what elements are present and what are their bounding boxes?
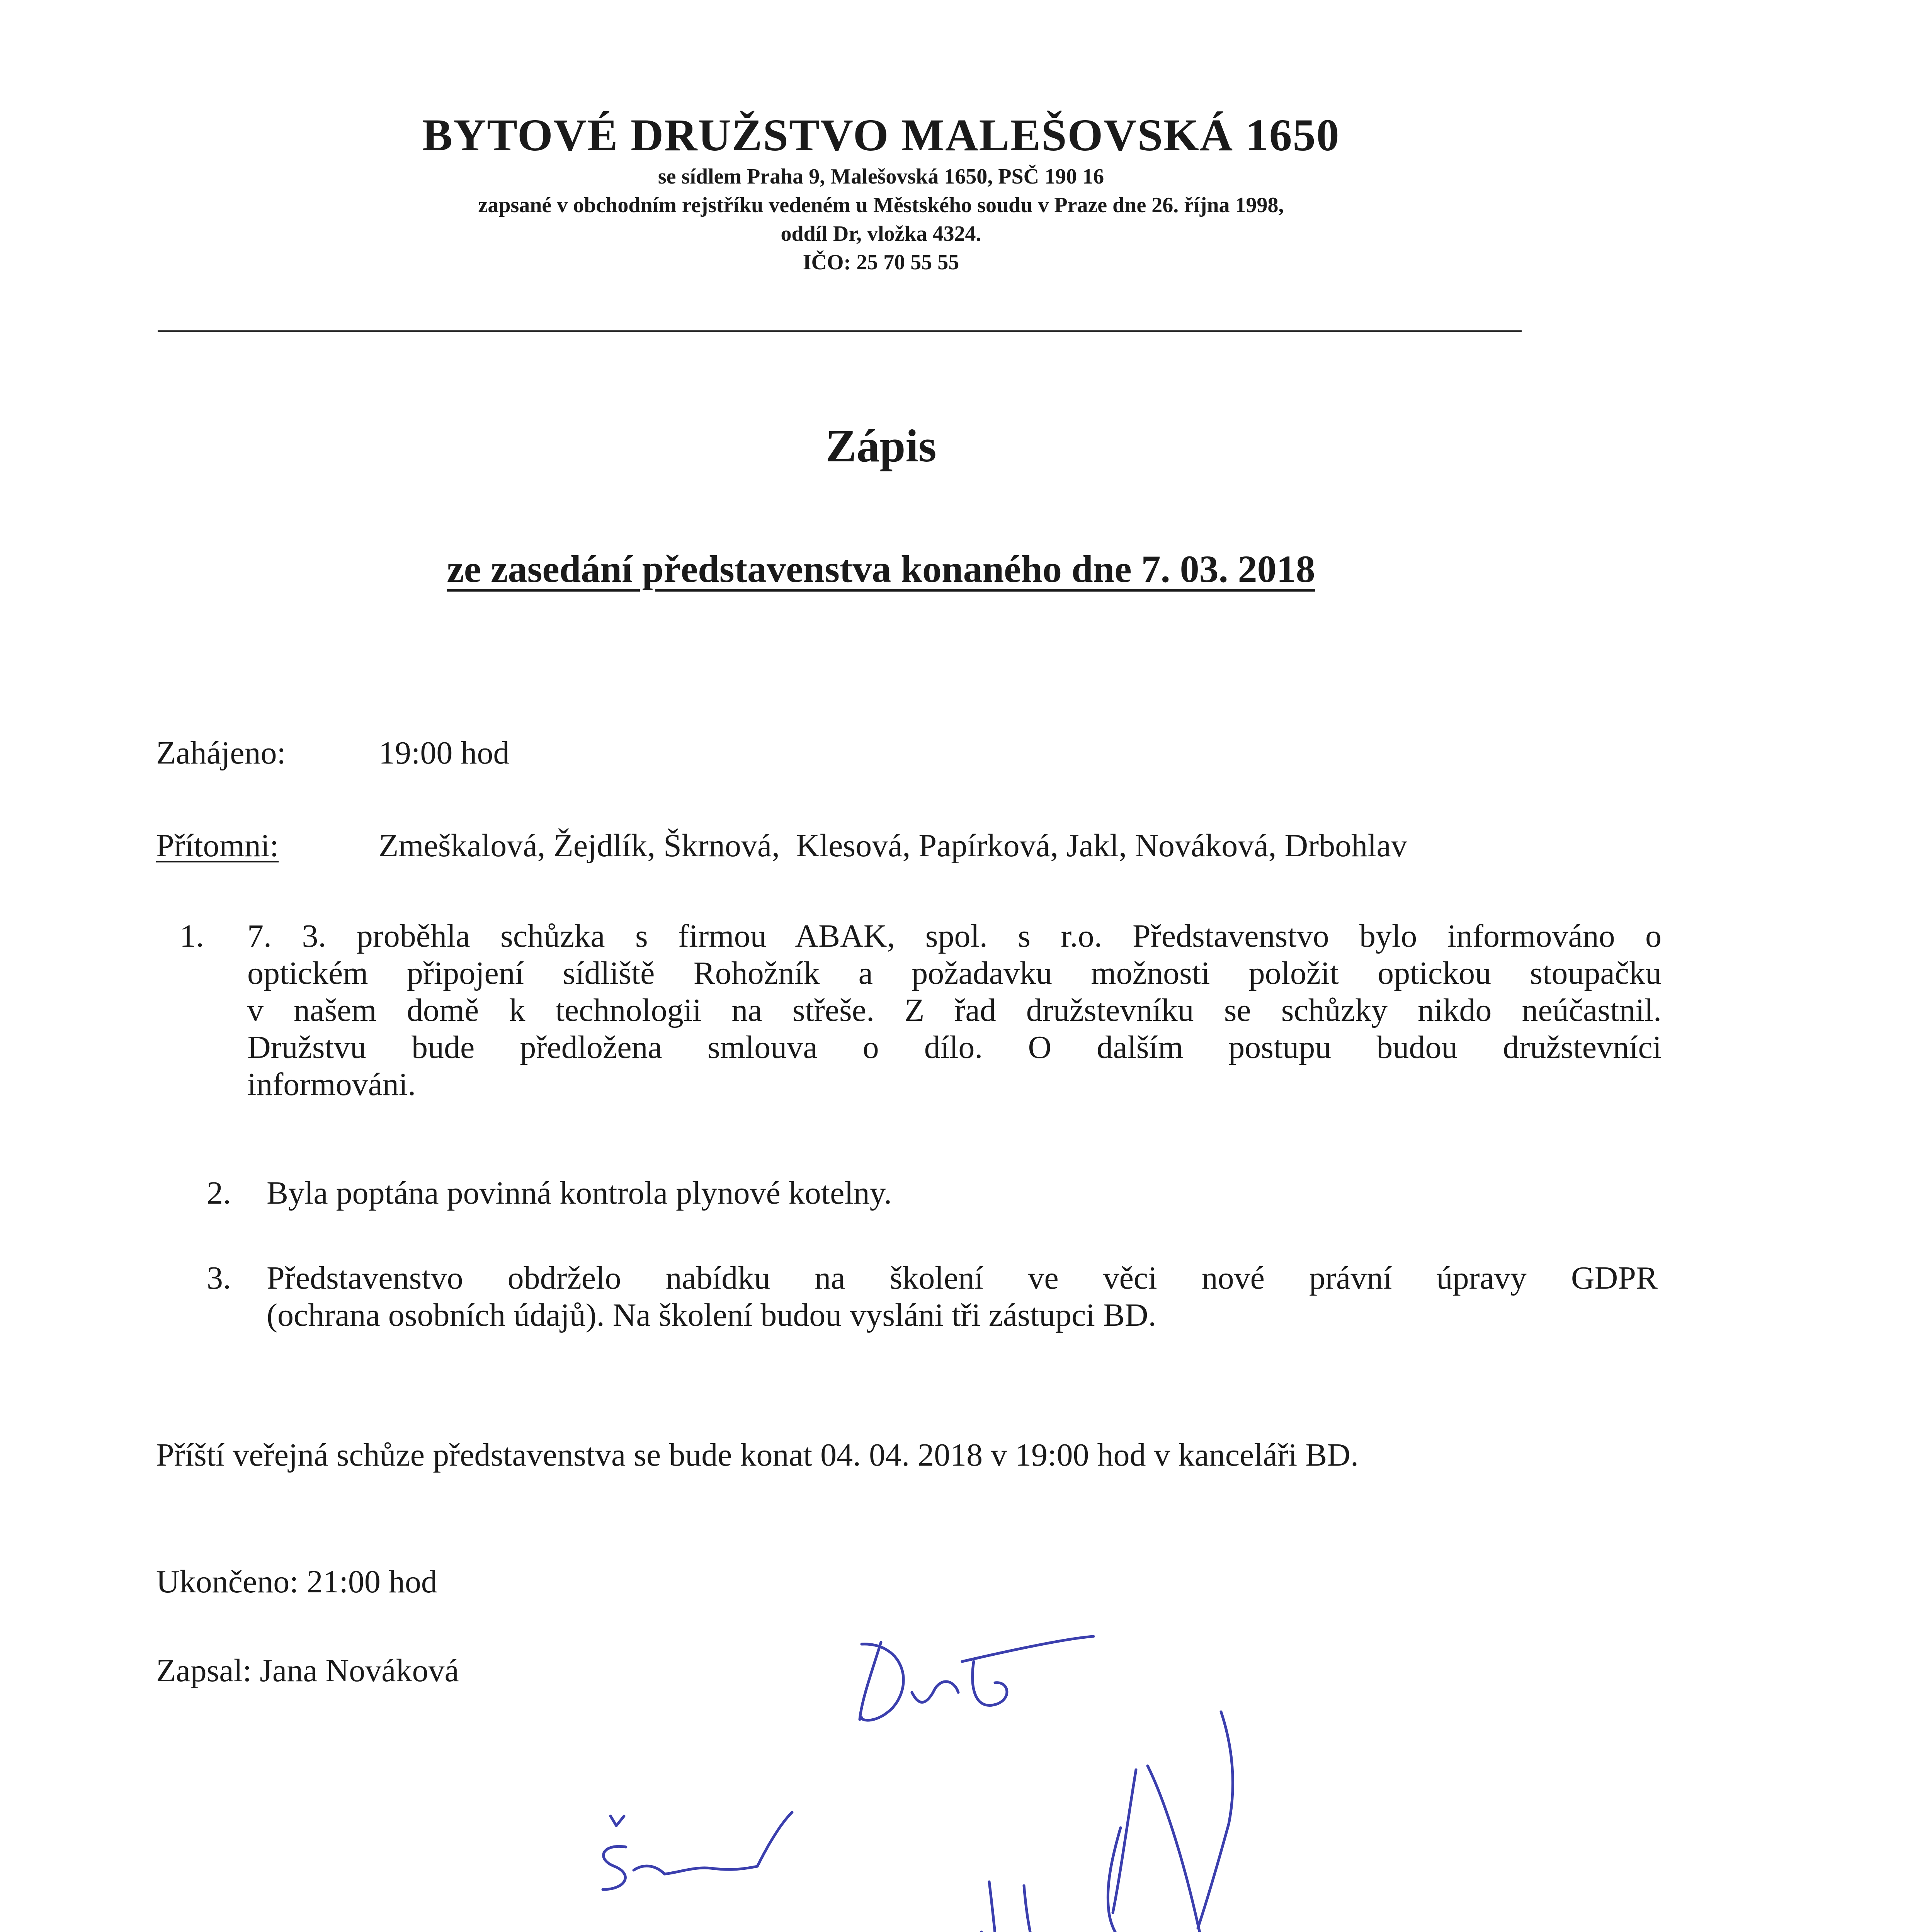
document-title: Zápis [825, 420, 937, 471]
recorded-by: Zapsal: Jana Nováková [156, 1653, 459, 1689]
organization-name: BYTOVÉ DRUŽSTVO MALEŠOVSKÁ 1650 [422, 110, 1340, 160]
list-item [267, 1260, 1658, 1334]
list-item [267, 1175, 1658, 1212]
next-meeting-note: Příští veřejná schůze představenstva se bude konat 04. 04. 2018 v 19:00 hod v kanceláři BD. [156, 1437, 1359, 1473]
item-line: Družstvu bude předložena smlouva o dílo. O dalším postupu budou družstevníci [247, 1029, 1662, 1065]
item-line: Byla poptána povinná kontrola plynové kotelny. [267, 1175, 892, 1211]
subtitle-text: ze zasedání představenstva konaného dne 7. 03. 2018 [447, 548, 1315, 590]
item-line: Představenstvo obdrželo nabídku na školení ve věci nové právní úpravy GDPR [267, 1260, 1658, 1296]
item-number: 1. [180, 918, 204, 954]
item-line: 7. 3. proběhla schůzka s firmou ABAK, spol. s r.o. Představenstvo bylo informováno o [247, 918, 1662, 954]
signature [860, 1636, 1094, 1720]
item-line: informováni. [247, 1066, 416, 1102]
started-label: Zahájeno: [156, 735, 286, 771]
ended-time: Ukončeno: 21:00 hod [156, 1564, 437, 1600]
registry-section: oddíl Dr, vložka 4324. [781, 222, 981, 246]
item-line: optickém připojení sídliště Rohožník a požadavku možnosti položit optickou stoupačku [247, 955, 1662, 991]
signature [1108, 1712, 1233, 1932]
present-value: Zmeškalová, Žejdlík, Škrnová, Klesová, Papírková, Jakl, Nováková, Drbohlav [379, 828, 1407, 864]
started-value: 19:00 hod [379, 735, 510, 771]
document-subtitle [0, 547, 1762, 591]
list-item [247, 918, 1662, 1103]
item-number: 3. [207, 1260, 231, 1296]
letterhead-divider [158, 330, 1522, 332]
item-line: (ochrana osobních údajů). Na školení budou vysláni tři zástupci BD. [267, 1297, 1156, 1333]
registry-entry: zapsané v obchodním rejstříku vedeném u Městského soudu v Praze dne 26. října 1998, [478, 193, 1284, 217]
present-label: Přítomni: [156, 828, 279, 864]
letterhead [0, 108, 1762, 277]
item-line: v našem domě k technologii na střeše. Z řad družstevníku se schůzky nikdo neúčastnil. [247, 992, 1662, 1028]
registered-office: se sídlem Praha 9, Malešovská 1650, PSČ 190 16 [658, 165, 1104, 189]
company-id: IČO: 25 70 55 55 [803, 250, 959, 274]
item-number: 2. [207, 1175, 231, 1211]
signature [603, 1812, 792, 1889]
signature [981, 1882, 1078, 1932]
